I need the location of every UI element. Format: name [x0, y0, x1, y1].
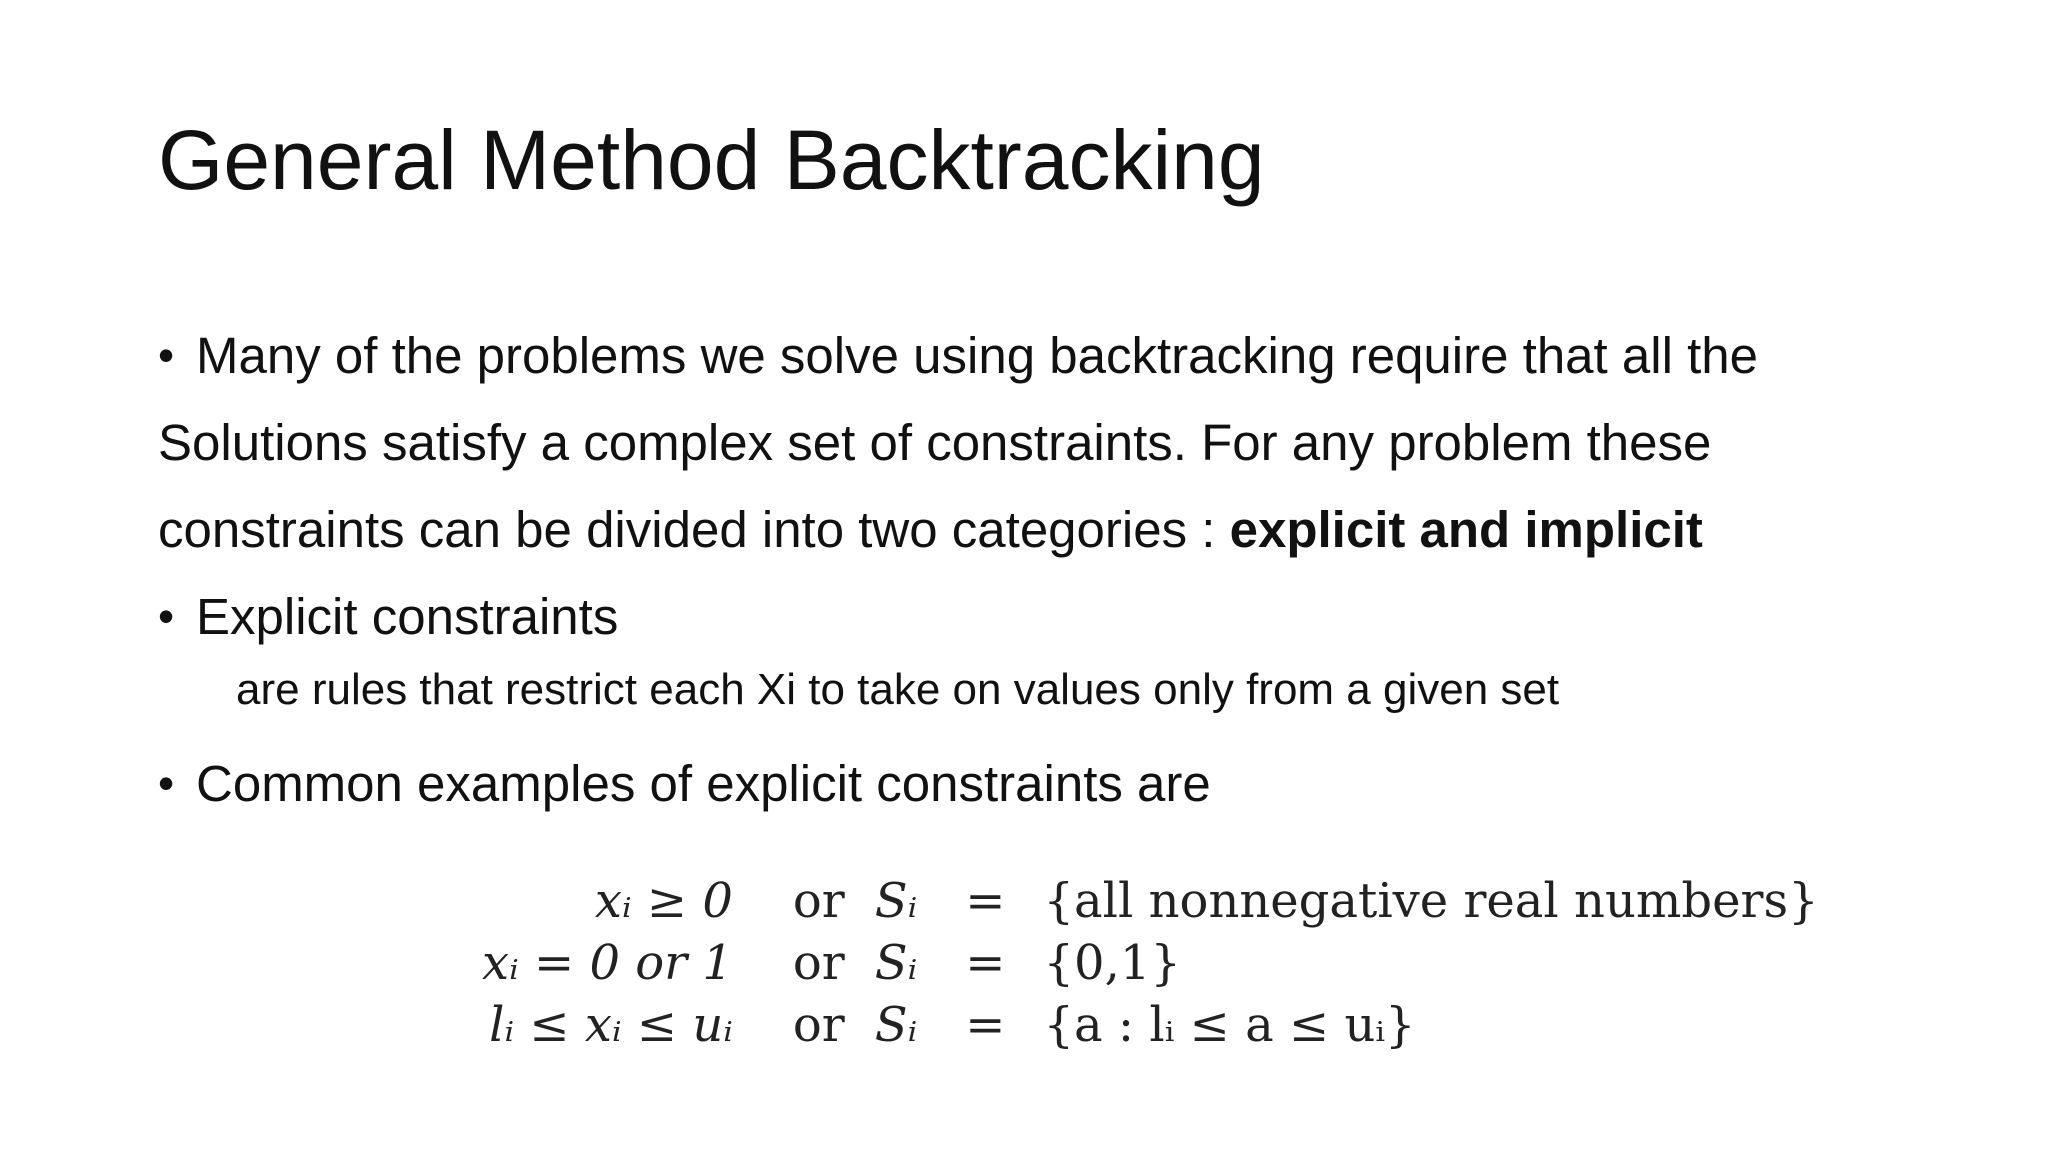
equation-or: or — [792, 997, 845, 1053]
equation-or: or — [792, 873, 845, 929]
equation-rhs: {all nonnegative real numbers} — [1043, 873, 1819, 929]
bullet-icon: • — [158, 329, 175, 381]
slide-title: General Method Backtracking — [158, 113, 1265, 207]
equation-rhs: {0,1} — [1043, 935, 1181, 991]
slide-body — [158, 312, 1918, 827]
equation-equals: = — [965, 873, 1006, 929]
equation-set-symbol: Sᵢ — [874, 935, 918, 991]
bullet-text: Common examples of explicit constraints are — [196, 755, 1211, 812]
bullet-text-line-2: Solutions satisfy a complex set of constraints. For any problem these — [158, 414, 1712, 471]
equation-or: or — [792, 935, 845, 991]
bullet-icon: • — [158, 757, 175, 809]
equation-equals: = — [965, 935, 1006, 991]
bullet-text-line-3-bold: explicit and implicit — [1229, 501, 1703, 558]
equation-equals: = — [965, 997, 1006, 1053]
bullet-text-line-1: Many of the problems we solve using backtracking require that all the — [196, 327, 1758, 384]
equation-lhs: xᵢ ≥ 0 — [594, 873, 733, 929]
equation-lhs: lᵢ ≤ xᵢ ≤ uᵢ — [489, 997, 733, 1053]
equation-row — [470, 994, 1831, 1056]
bullet-item-explicit-constraints — [158, 573, 1918, 660]
bullet-text-line-3-plain: constraints can be divided into two categories : — [158, 501, 1230, 558]
equation-lhs: xᵢ = 0 or 1 — [482, 935, 733, 991]
equation-set-symbol: Sᵢ — [874, 873, 918, 929]
bullet-item-common-examples — [158, 740, 1918, 827]
equation-rhs: {a : lᵢ ≤ a ≤ uᵢ} — [1043, 997, 1416, 1053]
bullet-text: Explicit constraints — [196, 588, 619, 645]
equation-table — [470, 870, 1831, 1056]
equation-row — [470, 870, 1831, 932]
sub-bullet-text: are rules that restrict each Xi to take on values only from a given set — [236, 665, 1560, 714]
equation-row — [470, 932, 1831, 994]
bullet-icon: • — [158, 590, 175, 642]
equation-set-symbol: Sᵢ — [874, 997, 918, 1053]
bullet-text-line-3 — [158, 486, 1918, 573]
equation-block — [470, 870, 1831, 1056]
bullet-item-constraints-intro — [158, 312, 1918, 399]
